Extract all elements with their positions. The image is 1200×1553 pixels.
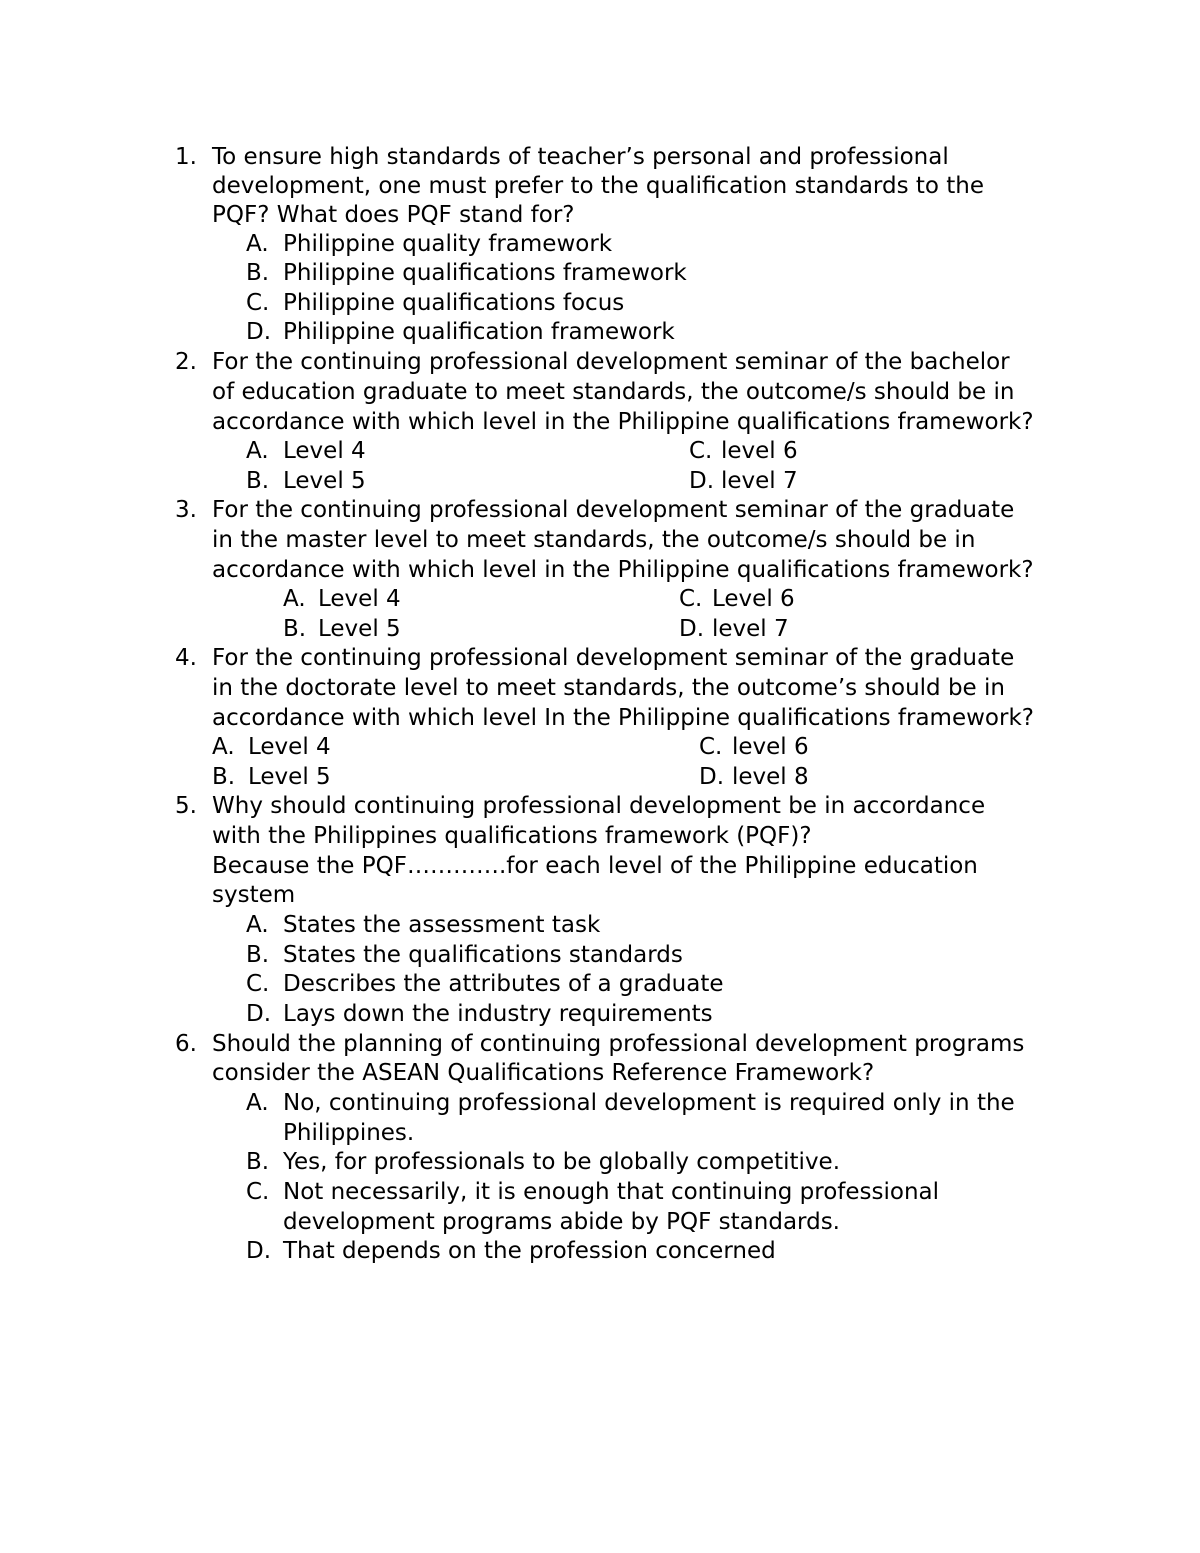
option-text: Level 5 [318,616,401,642]
option-text: Lays down the industry requirements [283,1001,713,1027]
option-letter: B. [212,764,236,790]
question-text: system [212,882,296,908]
option-text: Level 4 [248,734,331,760]
question-text: Because the PQF………….for each level of the Philippine education [212,853,978,879]
question-number: 3. [175,497,197,523]
question-text: in the doctorate level to meet standards, the outcome’s should be in [212,675,1005,701]
option-letter: B. [283,616,307,642]
option-letter: C. [689,438,713,464]
question-text: Why should continuing professional development be in accordance [212,793,986,819]
question-text: accordance with which level In the Philippine qualifications framework? [212,705,1034,731]
option-text: Philippine qualifications focus [283,290,625,316]
question-text: development, one must prefer to the qualification standards to the [212,173,985,199]
option-text: States the qualifications standards [283,942,683,968]
option-text: level 7 [712,616,789,642]
option-letter: A. [283,586,306,612]
option-text: Philippines. [283,1120,415,1146]
option-text: No, continuing professional development is required only in the [283,1090,1015,1116]
option-letter: B. [246,1149,270,1175]
option-letter: B. [246,260,270,286]
option-text: level 7 [721,468,798,494]
option-letter: B. [246,942,270,968]
option-letter: D. [246,1001,272,1027]
question-text: in the master level to meet standards, the outcome/s should be in [212,527,976,553]
option-text: level 8 [732,764,809,790]
option-text: That depends on the profession concerned [283,1238,776,1264]
question-number: 4. [175,645,197,671]
option-text: Level 4 [283,438,366,464]
option-letter: A. [246,231,269,257]
option-letter: A. [246,1090,269,1116]
question-text: PQF? What does PQF stand for? [212,202,575,228]
question-text: with the Philippines qualifications framework (PQF)? [212,823,812,849]
option-letter: C. [246,1179,270,1205]
option-letter: C. [246,971,270,997]
option-text: level 6 [732,734,809,760]
option-text: level 6 [721,438,798,464]
option-text: Yes, for professionals to be globally competitive. [283,1149,841,1175]
question-text: accordance with which level in the Philippine qualifications framework? [212,557,1034,583]
question-text: For the continuing professional development seminar of the graduate [212,497,1015,523]
option-text: Level 5 [283,468,366,494]
question-text: of education graduate to meet standards, the outcome/s should be in [212,379,1015,405]
option-text: States the assessment task [283,912,601,938]
question-text: For the continuing professional development seminar of the bachelor [212,349,1010,375]
option-text: Not necessarily, it is enough that continuing professional [283,1179,940,1205]
option-letter: A. [246,438,269,464]
option-letter: C. [679,586,703,612]
option-text: Philippine quality framework [283,231,613,257]
option-text: Level 6 [712,586,795,612]
question-text: consider the ASEAN Qualifications Reference Framework? [212,1060,875,1086]
question-text: To ensure high standards of teacher’s personal and professional [212,144,949,170]
option-text: Level 4 [318,586,401,612]
option-text: Describes the attributes of a graduate [283,971,724,997]
option-letter: D. [699,764,725,790]
option-text: Philippine qualification framework [283,319,675,345]
option-letter: D. [246,319,272,345]
option-letter: C. [699,734,723,760]
option-letter: D. [689,468,715,494]
option-letter: C. [246,290,270,316]
question-text: accordance with which level in the Philippine qualifications framework? [212,409,1034,435]
option-text: Philippine qualifications framework [283,260,687,286]
option-letter: B. [246,468,270,494]
question-number: 1. [175,144,197,170]
question-text: For the continuing professional development seminar of the graduate [212,645,1015,671]
question-number: 2. [175,349,197,375]
option-letter: D. [679,616,705,642]
option-text: development programs abide by PQF standards. [283,1209,840,1235]
option-letter: D. [246,1238,272,1264]
option-letter: A. [246,912,269,938]
option-text: Level 5 [248,764,331,790]
question-text: Should the planning of continuing professional development programs [212,1031,1025,1057]
option-letter: A. [212,734,235,760]
question-number: 5. [175,793,197,819]
question-number: 6. [175,1031,197,1057]
